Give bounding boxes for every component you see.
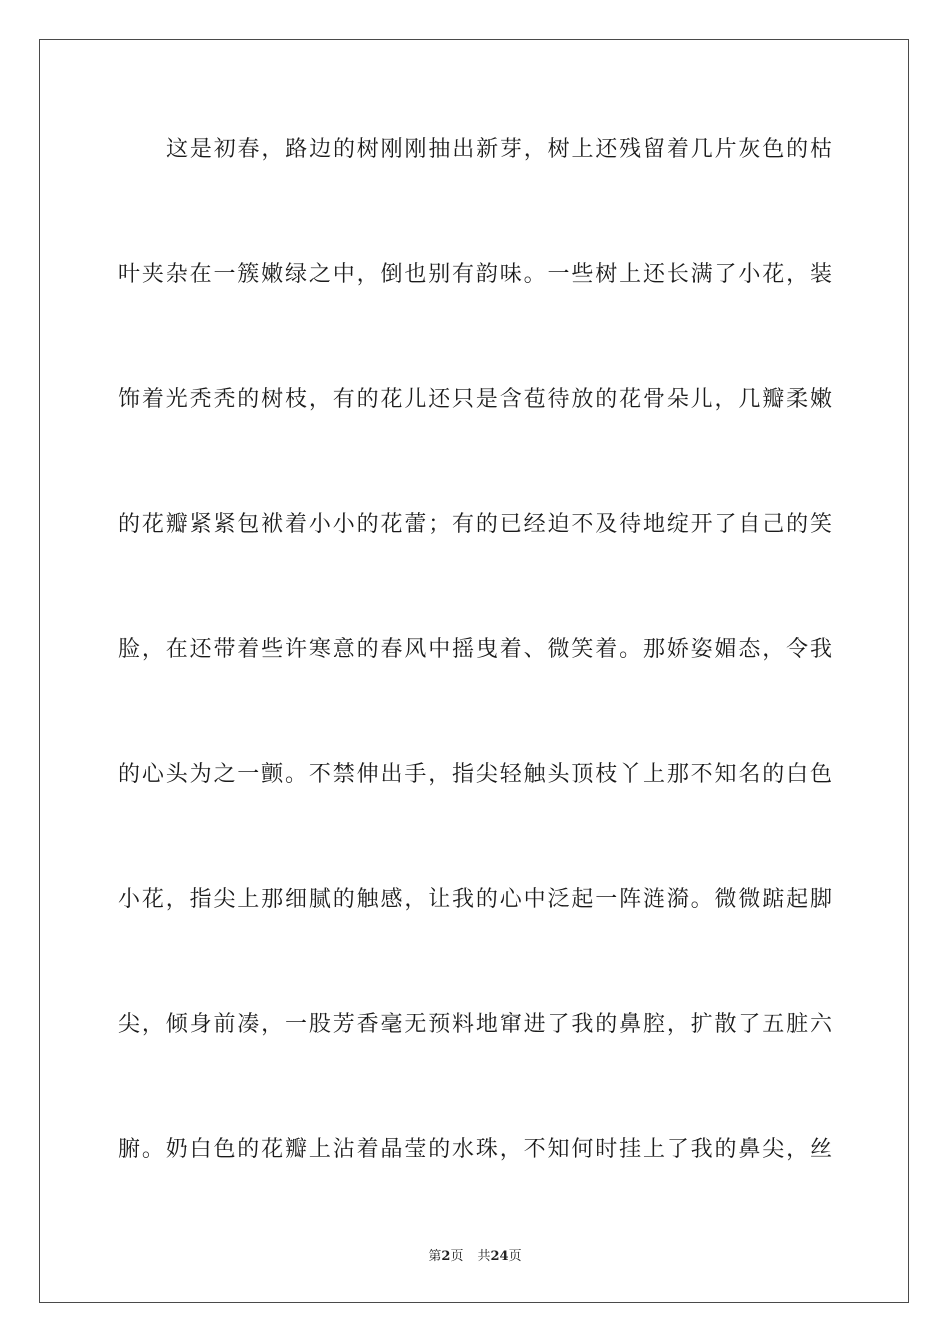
body-text-line-5: 脸，在还带着些许寒意的春风中摇曳着、微笑着。那娇姿媚态，令我 bbox=[118, 637, 832, 662]
total-prefix: 共 bbox=[477, 1249, 491, 1264]
page-suffix: 页 bbox=[450, 1249, 464, 1264]
body-text-line-3: 饰着光秃秃的树枝，有的花儿还只是含苞待放的花骨朵儿，几瓣柔嫩 bbox=[118, 387, 832, 412]
body-text-line-6: 的心头为之一颤。不禁伸出手，指尖轻触头顶枝丫上那不知名的白色 bbox=[118, 762, 832, 787]
body-text-line-9: 腑。奶白色的花瓣上沾着晶莹的水珠，不知何时挂上了我的鼻尖，丝 bbox=[118, 1137, 832, 1162]
page-prefix: 第 bbox=[428, 1249, 442, 1264]
body-text-line-8: 尖，倾身前凑，一股芳香毫无预料地窜进了我的鼻腔，扩散了五脏六 bbox=[118, 1012, 832, 1037]
body-text-line-4: 的花瓣紧紧包袱着小小的花蕾；有的已经迫不及待地绽开了自己的笑 bbox=[118, 512, 832, 537]
page-number: 2 bbox=[441, 1249, 451, 1264]
total-suffix: 页 bbox=[508, 1249, 522, 1264]
page-footer bbox=[0, 1248, 950, 1266]
page-border bbox=[39, 39, 909, 1303]
body-text-line-2: 叶夹杂在一簇嫩绿之中，倒也别有韵味。一些树上还长满了小花，装 bbox=[118, 262, 832, 287]
body-text-line-7: 小花，指尖上那细腻的触感，让我的心中泛起一阵涟漪。微微踮起脚 bbox=[118, 887, 832, 912]
body-text-line-1: 这是初春，路边的树刚刚抽出新芽，树上还残留着几片灰色的枯 bbox=[166, 137, 832, 162]
total-pages: 24 bbox=[490, 1249, 509, 1264]
